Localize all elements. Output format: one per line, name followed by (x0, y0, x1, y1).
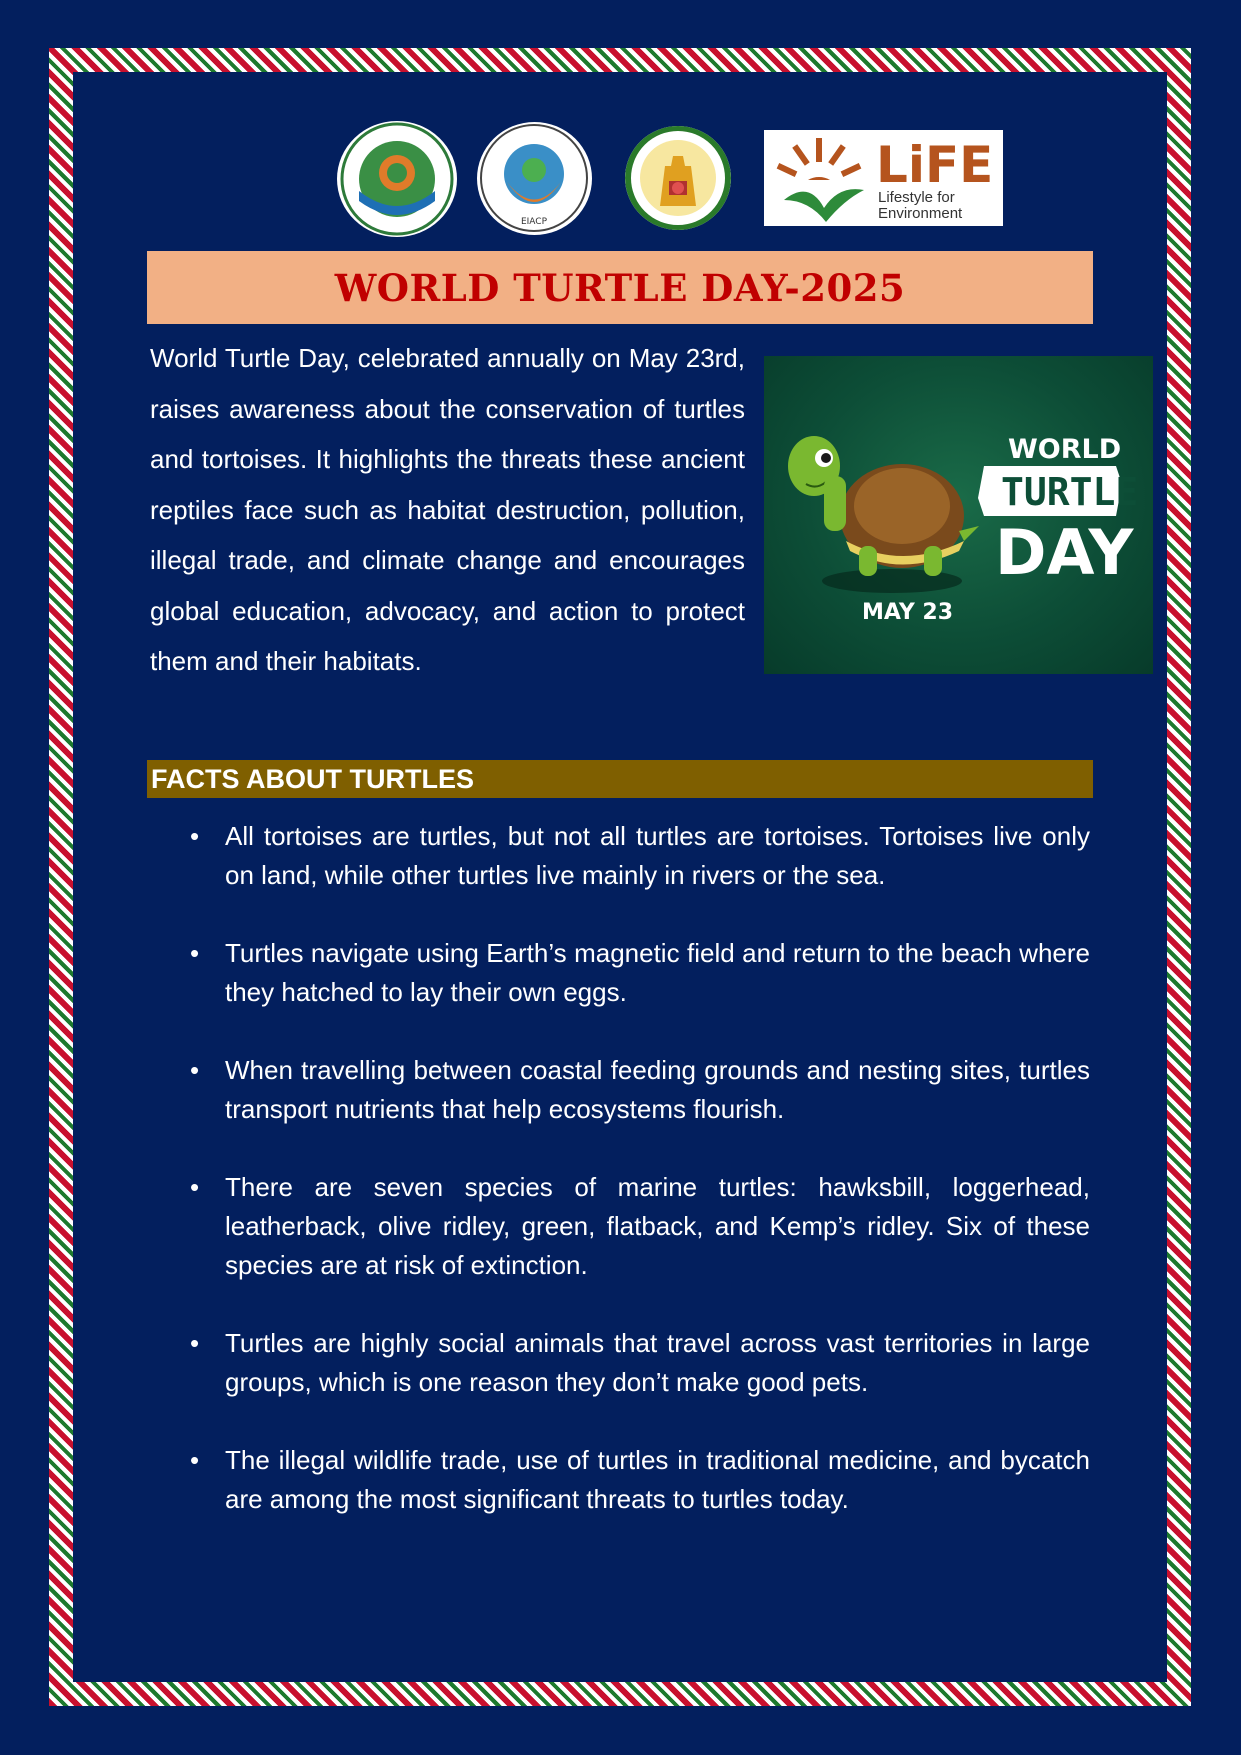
hero-turtle: TURTLE (1001, 470, 1139, 514)
list-item: • The illegal wildlife trade, use of turtles in traditional medicine, and bycatch are among the most significant threats to turtles today. (190, 1441, 1090, 1519)
eiacp-logo-text: EIACP (520, 217, 548, 227)
list-item: • Turtles navigate using Earth’s magnetic field and return to the beach where they hatched to lay their own eggs. (190, 934, 1090, 1012)
list-item: • Turtles are highly social animals that travel across vast territories in large groups, which is one reason they don’t make good pets. (190, 1324, 1090, 1402)
facts-heading-band (147, 760, 1093, 798)
intro-paragraph: World Turtle Day, celebrated annually on May 23rd, raises awareness about the conservation of turtles and tortoises. It highlights the threats these ancient reptiles face such as habitat destruction, pollution, illegal trade, and climate change and encourages global education, advocacy, and action to protect them and their habitats. (150, 343, 745, 676)
title-band (147, 251, 1093, 324)
hero-day: DAY (995, 516, 1134, 589)
facts-list (190, 817, 1090, 1558)
list-item: • There are seven species of marine turtles: hawksbill, loggerhead, leatherback, olive ridley, green, flatback, and Kemp’s ridley. Six of these species are at risk of extinction. (190, 1168, 1090, 1285)
logo-row (0, 118, 1241, 240)
life-logo-title: LiFE (876, 136, 994, 194)
turtle-illustration (764, 356, 1153, 674)
eiacp-logo (477, 122, 592, 235)
hero-date: MAY 23 (862, 600, 954, 625)
turtle-day-image (764, 356, 1153, 674)
life-logo-subtitle-2: Environment (878, 205, 963, 222)
nature-logo (337, 121, 457, 237)
life-logo (764, 130, 1003, 226)
tamil-nadu-govt-logo (625, 126, 731, 230)
facts-heading: FACTS ABOUT TURTLES (151, 763, 474, 794)
hero-world: WORLD (1008, 434, 1122, 465)
list-item: • All tortoises are turtles, but not all turtles are tortoises. Tortoises live only on land, while other turtles live mainly in rivers or the sea. (190, 817, 1090, 895)
life-logo-subtitle-1: Lifestyle for (878, 189, 955, 206)
list-item: • When travelling between coastal feeding grounds and nesting sites, turtles transport nutrients that help ecosystems flourish. (190, 1051, 1090, 1129)
page-title: WORLD TURTLE DAY-2025 (334, 265, 906, 310)
